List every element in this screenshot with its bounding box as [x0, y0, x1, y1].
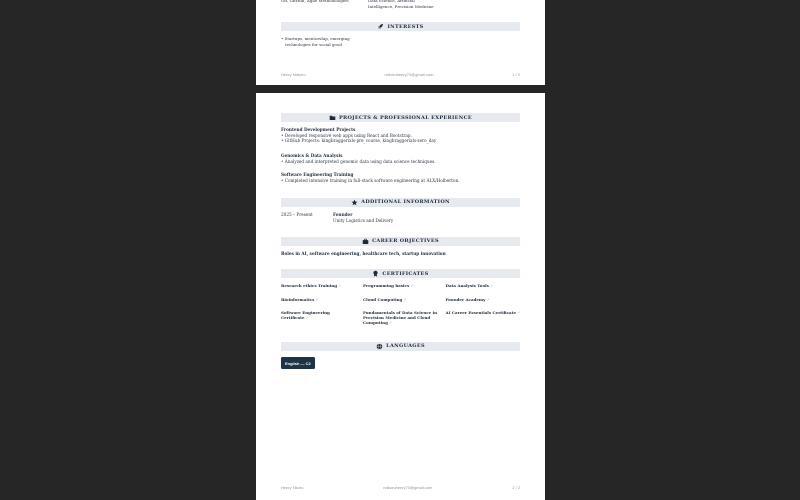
- projects-title: PROJECTS & PROFESSIONAL EXPERIENCE: [338, 114, 473, 121]
- certificate-item[interactable]: Programming basics↗: [363, 283, 414, 288]
- certificate-icon: [372, 270, 379, 277]
- skills-fragment-right-1: Data Science, Artificial: [368, 0, 415, 3]
- project-bullet: • Developed responsive web apps using React and Bootstrap.: [281, 132, 412, 138]
- languages-title: LANGUAGES: [386, 343, 425, 349]
- skills-fragment-right-2: Intelligence, Precision Medicine: [368, 3, 434, 9]
- additional-info-title: ADDITIONAL INFORMATION: [361, 199, 450, 205]
- additional-org: Unity Logistics and Delivery: [333, 218, 394, 223]
- certificates-section-header: [281, 269, 520, 278]
- briefcase-icon: [362, 238, 369, 245]
- footer-name: Henry Ndkoru: [281, 72, 306, 77]
- footer-page-number: 2 / 2: [512, 485, 520, 490]
- certificate-item[interactable]: Founder Academy↗: [445, 296, 490, 302]
- certificate-item[interactable]: AI Career Essentials Certificate↗: [445, 310, 521, 315]
- project-bullet: • GitHub Projects: kingbraggerixls-pre_course, kingbraggerixls-zero_day: [281, 138, 437, 143]
- resume-page-2: [256, 93, 545, 500]
- language-badge: English — C2: [281, 357, 315, 369]
- page-1-footer: [281, 72, 520, 77]
- page-gap: [256, 85, 545, 93]
- page-2-footer: [281, 485, 520, 490]
- project-title: Frontend Development Projects: [281, 127, 356, 132]
- footer-email: ndkoruhenry73@gmail.com: [384, 72, 434, 77]
- career-objectives-title: CAREER OBJECTIVES: [372, 238, 439, 244]
- external-link-icon[interactable]: ↗: [410, 284, 414, 288]
- external-link-icon[interactable]: ↗: [517, 311, 521, 315]
- additional-date: 2025 – Present: [281, 212, 313, 217]
- footer-email: ndkoruhenry73@gmail.com: [383, 485, 433, 490]
- external-link-icon[interactable]: ↗: [338, 284, 342, 288]
- certificate-item[interactable]: Bioinformatics↗: [281, 296, 319, 302]
- project-bullet: • Analyzed and interpreted genomic data using data science techniques.: [281, 158, 436, 164]
- external-link-icon[interactable]: ↗: [486, 297, 490, 302]
- external-link-icon[interactable]: ↗: [315, 297, 319, 302]
- career-objectives-section-header: [281, 237, 520, 246]
- certificates-title: CERTIFICATES: [382, 270, 429, 277]
- certificate-item[interactable]: Research ethics Training↗: [281, 283, 342, 288]
- star-icon: [351, 199, 358, 206]
- external-link-icon[interactable]: ↗: [489, 284, 493, 288]
- additional-role: Founder: [333, 212, 353, 217]
- skills-fragment-left: Git, GitHub, Agile Methodologies: [281, 0, 349, 3]
- career-objectives-text: Roles in AI, software engineering, healthcare tech, startup innovation: [281, 251, 446, 256]
- certificate-item[interactable]: Cloud Computing↗: [363, 296, 407, 302]
- footer-page-number: 1 / 2: [512, 72, 520, 77]
- project-title: Software Engineering Training: [281, 172, 354, 177]
- certificate-item[interactable]: Data Analysis Tools↗: [445, 283, 493, 288]
- external-link-icon[interactable]: ↗: [403, 297, 407, 302]
- certificate-item[interactable]: Fundamentals of Data Science in Precision Medicine and Cloud Computing↗: [363, 310, 438, 326]
- external-link-icon[interactable]: ↗: [388, 321, 392, 326]
- globe-icon: [376, 343, 383, 350]
- interest-item-continued: technologies for social good: [285, 41, 342, 47]
- external-link-icon[interactable]: ↗: [305, 316, 309, 321]
- interests-title: INTERESTS: [387, 23, 424, 30]
- certificate-item[interactable]: Software Engineering Certificate↗: [281, 310, 330, 321]
- folder-icon: [329, 114, 336, 121]
- project-title: Genomics & Data Analysis: [281, 153, 343, 158]
- project-bullet: • Completed intensive training in full-stack software engineering at ALX/Holberton.: [281, 178, 460, 183]
- languages-section-header: [281, 342, 520, 351]
- additional-info-section-header: [281, 198, 520, 207]
- resume-page-1: [256, 0, 545, 85]
- projects-section-header: [281, 113, 520, 122]
- rocket-icon: [377, 23, 384, 30]
- footer-name: Henry Nkoru: [281, 485, 304, 490]
- interests-section-header: [281, 22, 520, 31]
- interest-item: • Startups, mentorship, emerging: [281, 36, 350, 41]
